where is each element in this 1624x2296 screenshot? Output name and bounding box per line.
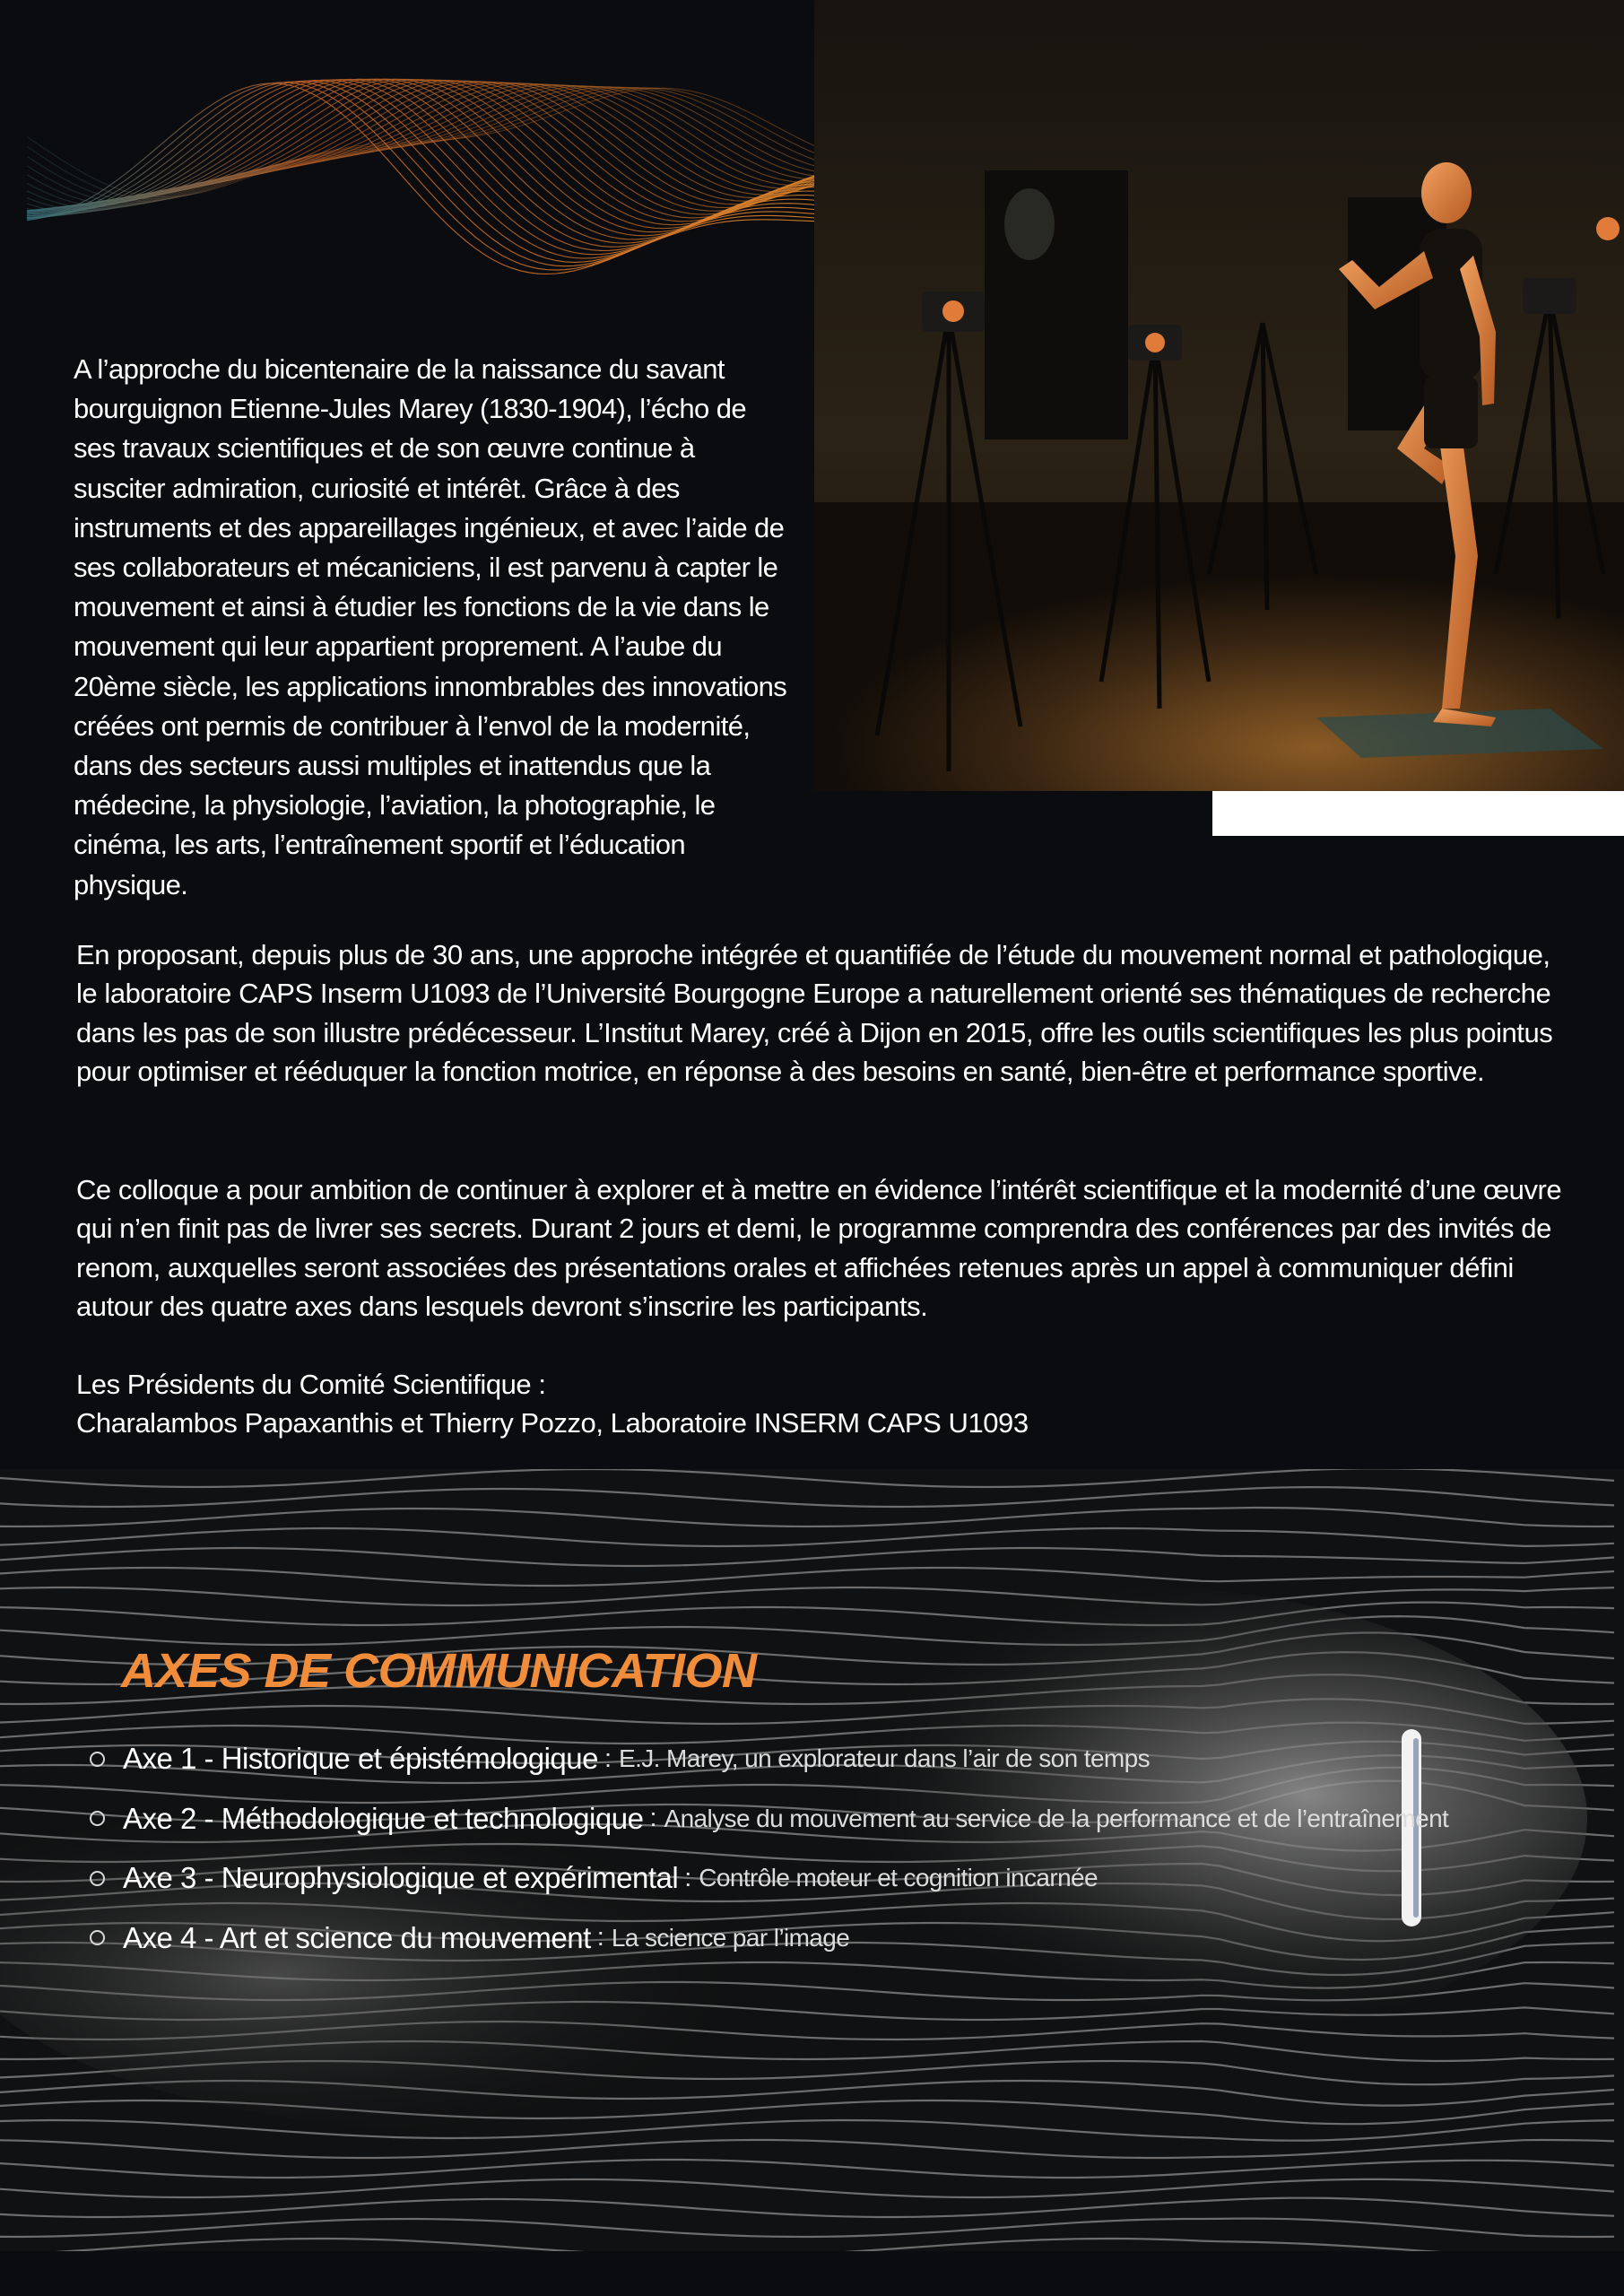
list-item: [90, 1789, 1448, 1849]
body-paragraph-colloquium: Ce colloque a pour ambition de continuer à explorer et à mettre en évidence l’intérêt scientifique et la modernité d’une œuvre qui n’en finit pas de livrer ses secrets. Durant 2 jours et demi, le programme comprendra des conférences par des invités de renom, auxquelles seront associées des présentations orales et affichées retenues après un appel à communiquer défini autour des quatre axes dans lesquels devront s’inscrire les participants.: [76, 1174, 1562, 1322]
axe-description: Analyse du mouvement au service de la performance et de l’entraînement: [664, 1804, 1449, 1832]
axe-name: Axe 3 - Neurophysiologique et expérimental: [123, 1861, 679, 1895]
axes-list: [90, 1729, 1448, 1968]
axes-title: AXES DE COMMUNICATION: [121, 1644, 757, 1698]
axe-name: Axe 1 - Historique et épistémologique: [123, 1742, 598, 1776]
axe-description: La science par l’image: [611, 1923, 850, 1952]
white-accent-band: [1212, 791, 1624, 836]
bullet-circle-icon: [90, 1871, 105, 1886]
axe-name: Axe 4 - Art et science du mouvement: [123, 1920, 591, 1954]
bottom-band: [0, 2251, 1624, 2296]
presidents-names: Charalambos Papaxanthis et Thierry Pozzo, Laboratoire INSERM CAPS U1093: [76, 1407, 1029, 1439]
bullet-circle-icon: [90, 1811, 105, 1826]
wave-lines-graphic: [27, 36, 816, 332]
presidents-label: Les Présidents du Comité Scientifique :: [76, 1369, 546, 1400]
axe-separator: :: [649, 1804, 657, 1833]
axe-description: Contrôle moteur et cognition incarnée: [699, 1864, 1099, 1892]
axe-name: Axe 2 - Méthodologique et technologique: [123, 1801, 644, 1835]
axe-separator: :: [684, 1863, 692, 1892]
body-paragraph-laboratory: En proposant, depuis plus de 30 ans, une approche intégrée et quantifiée de l’étude du mouvement normal et pathologique, le laboratoire CAPS Inserm U1093 de l’Université Bourgogne Europe a naturellement orienté ses thématiques de recherche dans les pas de son illustre prédécesseur. L’Institut Marey, créé à Dijon en 2015, offre les outils scientifiques les plus pointus pour optimiser et rééduquer la fonction motrice, en réponse à des besoins en santé, bien-être et performance sportive.: [76, 939, 1553, 1087]
intro-paragraph: A l’approche du bicentenaire de la naissance du savant bourguignon Etienne-Jules Marey (1830-1904), l’écho de ses travaux scientifiques et de son œuvre continue à susciter admiration, curiosité et intérêt. Grâce à des instruments et des appareillages ingénieux, et avec l’aide de ses collaborateurs et mécaniciens, il est parvenu à capter le mouvement et ainsi à étudier les fonctions de la vie dans le mouvement qui leur appartient proprement. A l’aube du 20ème siècle, les applications innombrables des innovations créées ont permis de contribuer à l’envol de la modernité, dans des secteurs aussi multiples et inattendus que la médecine, la physiologie, l’aviation, la photographie, le cinéma, les arts, l’entraînement sportif et l’éducation physique.: [74, 353, 787, 900]
list-item: [90, 1729, 1448, 1789]
axe-separator: :: [604, 1744, 612, 1773]
axe-separator: :: [596, 1923, 604, 1952]
list-item: [90, 1848, 1448, 1909]
motion-capture-photo: [814, 0, 1624, 791]
bullet-circle-icon: [90, 1752, 105, 1767]
presidents-signature: [76, 1365, 1565, 1443]
axe-description: E.J. Marey, un explorateur dans l’air de son temps: [619, 1744, 1151, 1773]
list-item: [90, 1909, 1448, 1969]
bullet-circle-icon: [90, 1930, 105, 1945]
